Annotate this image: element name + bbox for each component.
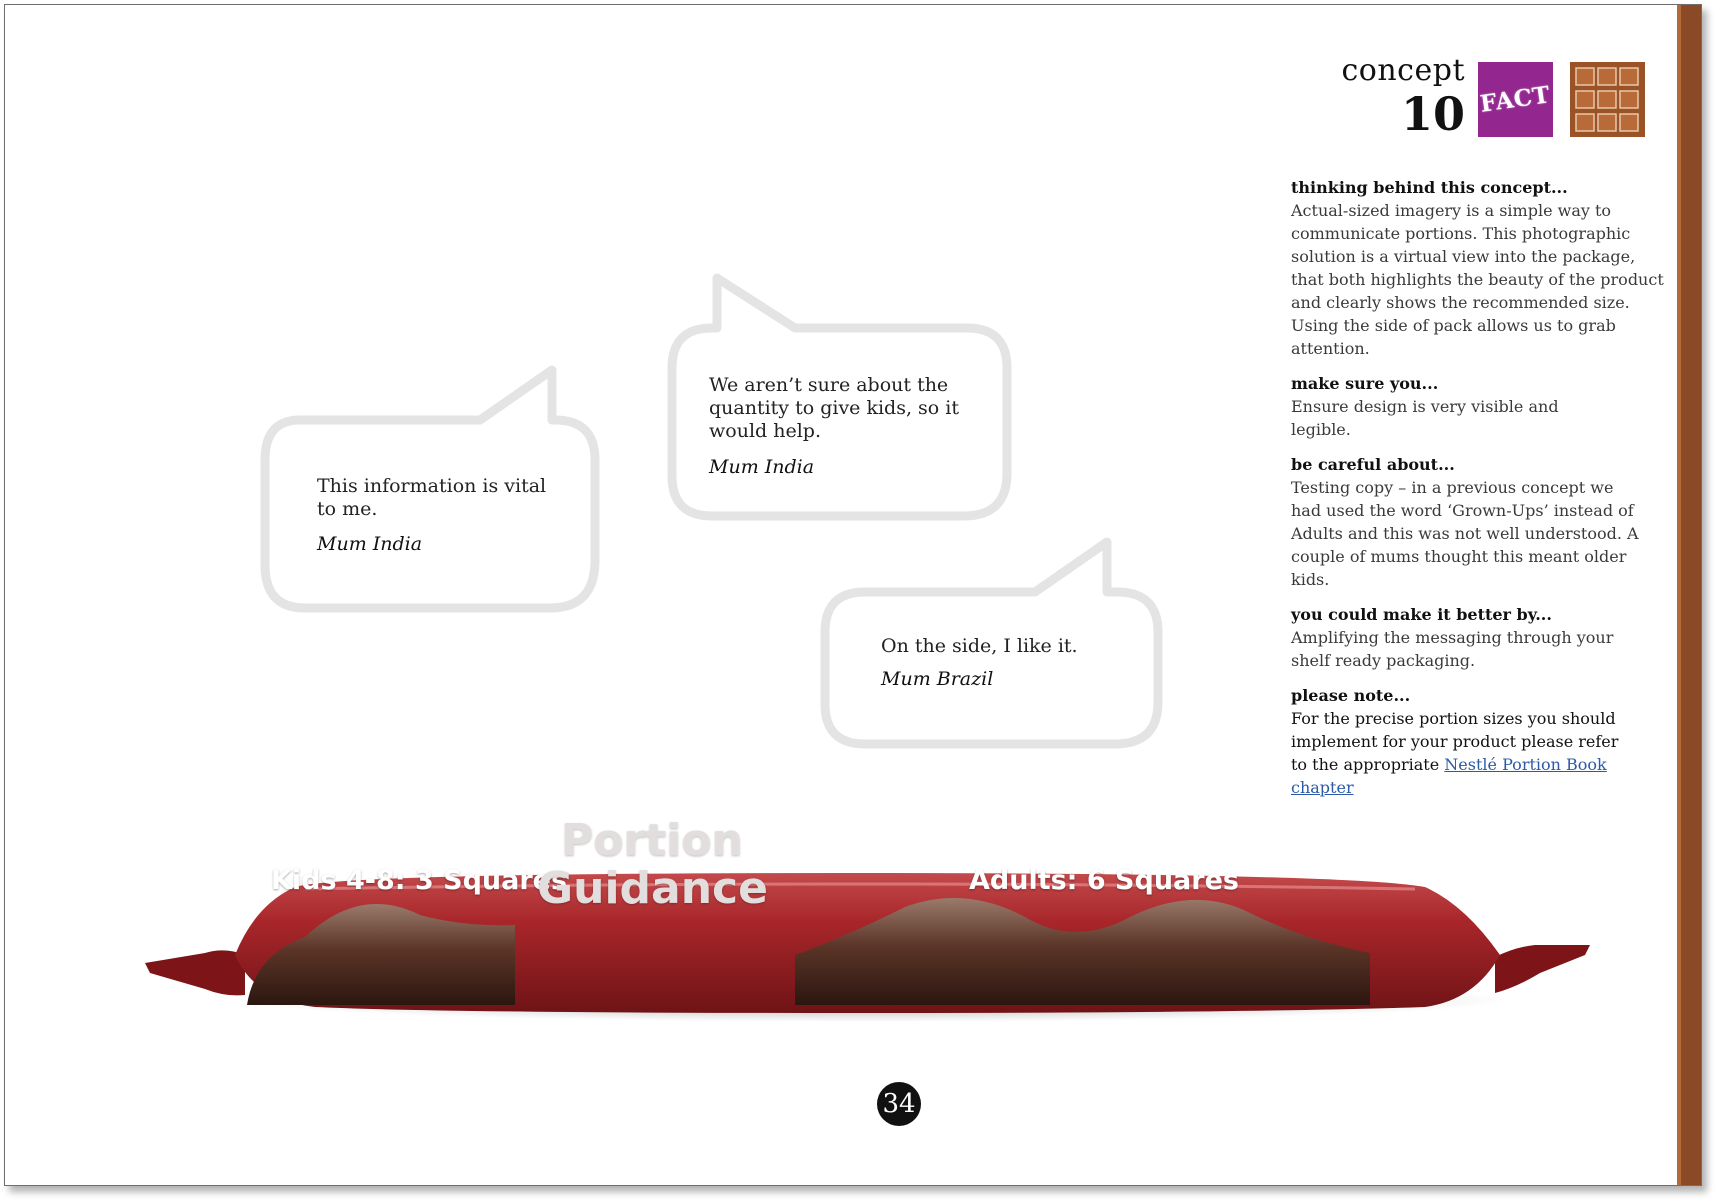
spine xyxy=(1681,5,1701,1185)
quote-attribution: Mum India xyxy=(317,533,423,555)
page-number: 34 xyxy=(877,1082,921,1126)
portion-guidance-title xyxy=(537,817,767,913)
section-careful xyxy=(1291,453,1671,591)
concept-label: concept xyxy=(1341,53,1465,88)
section-heading: thinking behind this concept... xyxy=(1291,178,1568,197)
section-better xyxy=(1291,603,1671,672)
quote-attribution: Mum India xyxy=(709,456,815,478)
quote-text: On the side, I like it. xyxy=(881,635,1078,657)
speech-bubble xyxy=(260,365,600,615)
section-body: Actual-sized imagery is a simple way to communicate portions. This photographic solution is a virtual view into the package, that both highlights the beauty of the product and clearly shows the recommended size. Using the side of pack allows us to grab attention. xyxy=(1291,201,1664,358)
note-text: For the precise portion sizes you should implement for your product please refer to the appropriate xyxy=(1291,709,1619,774)
section-heading: be careful about... xyxy=(1291,455,1455,474)
concept-notes xyxy=(1291,176,1671,811)
portion-guidance-line2: Guidance xyxy=(537,863,768,914)
adults-portion-label: Adults: 6 Squares xyxy=(969,865,1239,896)
portion-guidance-line1: Portion xyxy=(561,815,743,866)
kids-portion-label: Kids 4-8: 3 Squares xyxy=(271,865,568,896)
section-heading: please note... xyxy=(1291,686,1411,705)
section-body: Amplifying the messaging through your shelf ready packaging. xyxy=(1291,628,1614,670)
section-heading: make sure you... xyxy=(1291,374,1439,393)
quote-text: We aren’t sure about the quantity to give kids, so it would help. xyxy=(709,374,959,442)
quote-attribution: Mum Brazil xyxy=(881,668,994,690)
concept-number: 10 xyxy=(1400,87,1465,141)
section-body: Testing copy – in a previous concept we had used the word ‘Grown-Ups’ instead of Adults and this was not well understood. A couple of mums thought this meant older kids. xyxy=(1291,478,1639,589)
portion-guidance-bar xyxy=(145,815,1595,1035)
section-thinking xyxy=(1291,176,1671,360)
speech-bubble xyxy=(667,273,1012,523)
page xyxy=(4,4,1702,1186)
section-body xyxy=(1291,707,1636,799)
speech-bubble xyxy=(820,537,1165,752)
section-note xyxy=(1291,684,1671,799)
chocolate-bar-icon xyxy=(1570,62,1645,137)
section-body: Ensure design is very visible and legible. xyxy=(1291,397,1559,439)
portion-book-link[interactable]: Nestlé Portion Book chapter xyxy=(1291,755,1607,797)
section-heading: you could make it better by... xyxy=(1291,605,1552,624)
fact-badge-label: FACT xyxy=(1478,81,1553,118)
fact-badge xyxy=(1478,62,1553,137)
section-make-sure xyxy=(1291,372,1671,441)
quote-text: This information is vital to me. xyxy=(317,475,547,520)
